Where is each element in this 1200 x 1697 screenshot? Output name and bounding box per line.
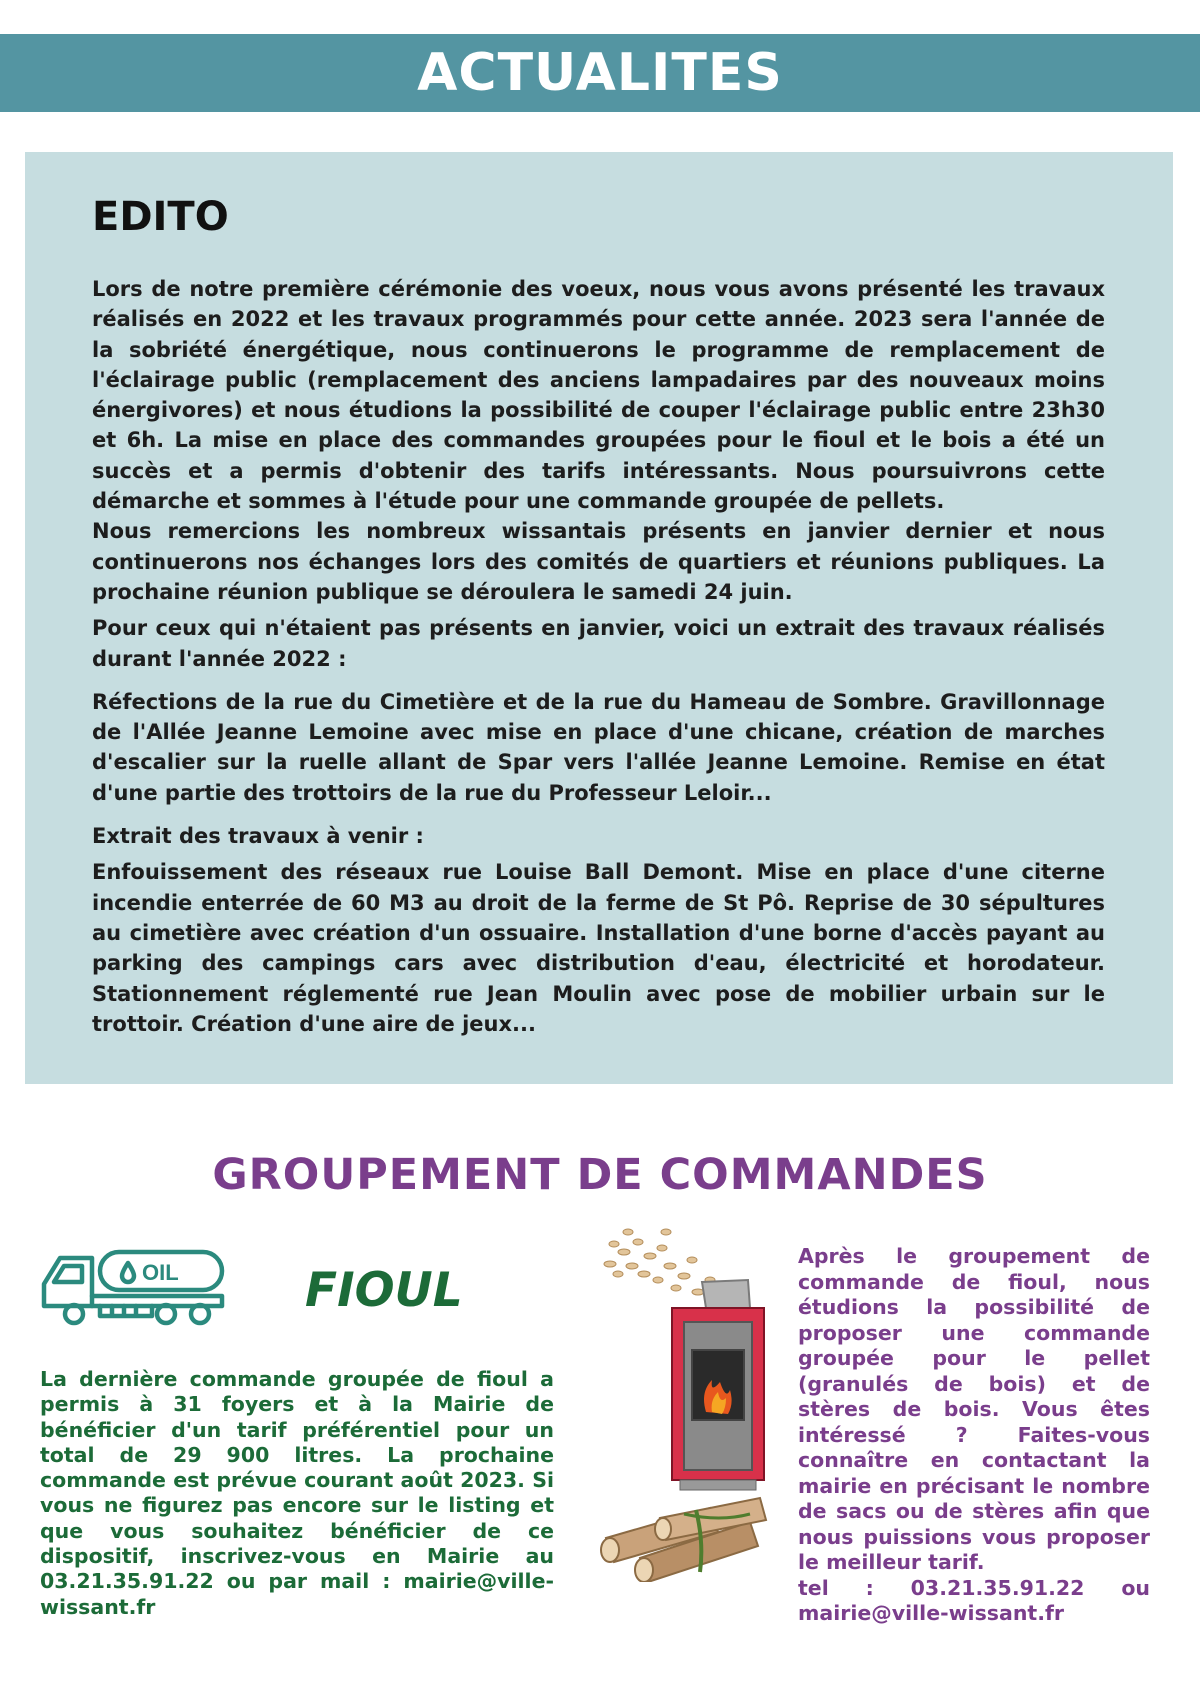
pellet-text bbox=[798, 1244, 1150, 1627]
edito-paragraph: Enfouissement des réseaux rue Louise Ball Demont. Mise en place d'une citerne incendie enterrée de 60 M3 au droit de la ferme de St Pô. Reprise de 30 sépultures au cimetière avec création d'un ossuaire. Installation d'une borne d'accès payant au parking des campings cars avec distribution d'eau, électricité et horodateur. Stationnement réglementé rue Jean Moulin avec pose de mobilier urbain sur le trottoir. Création d'une aire de jeux... bbox=[92, 860, 1105, 1036]
edito-body bbox=[92, 274, 1105, 1039]
edito-paragraph: Extrait des travaux à venir : bbox=[92, 824, 424, 849]
pellet-stove-illustration bbox=[600, 1222, 785, 1582]
pellet-contact: tel : 03.21.35.91.22 ou mairie@ville-wissant.fr bbox=[798, 1575, 1150, 1625]
oil-label: OIL bbox=[142, 1260, 179, 1285]
pellet-paragraph: Après le groupement de commande de fioul, nous étudions la possibilité de proposer une commande groupée pour le pellet (granulés de bois) et de stères de bois. Vous êtes intéressé ? Faites-vous connaître en contactant la mairie en précisant le nombre de sacs ou de stères afin que nous puissions vous proposer le meilleur tarif. bbox=[798, 1244, 1150, 1574]
edito-paragraph: Lors de notre première cérémonie des voeux, nous vous avons présenté les travaux réalisés en 2022 et les travaux programmés pour cette année. 2023 sera l'année de la sobriété énergétique, nous continuerons le programme de remplacement de l'éclairage public (remplacement des anciens lampadaires par des nouveaux moins énergivores) et nous étudions la possibilité de couper l'éclairage public entre 23h30 et 6h. La mise en place des commandes groupées pour le fioul et le bois a été un succès et a permis d'obtenir des tarifs intéressants. Nous poursuivrons cette démarche et sommes à l'étude pour une commande groupée de pellets. bbox=[92, 277, 1105, 514]
banner-title: ACTUALITES bbox=[417, 43, 783, 103]
firewood-icon bbox=[601, 1498, 766, 1582]
edito-section bbox=[25, 152, 1173, 1084]
groupement-title: GROUPEMENT DE COMMANDES bbox=[212, 1150, 988, 1200]
fioul-text: La dernière commande groupée de fioul a permis à 31 foyers et à la Mairie de bénéficier d'un tarif préférentiel pour un total de 29 900 litres. La prochaine commande est prévue courant août 2023. Si vous ne figurez pas encore sur le listing et que vous souhaitez bénéficier de ce dispositif, inscrivez-vous en Mairie au 03.21.35.91.22 ou par mail : mairie@ville-wissant.fr bbox=[40, 1367, 554, 1619]
oil-truck-icon bbox=[40, 1248, 228, 1330]
edito-paragraph: Nous remercions les nombreux wissantais présents en janvier dernier et nous continuerons nos échanges lors des comités de quartiers et réunions publiques. La prochaine réunion publique se déroulera le samedi 24 juin. bbox=[92, 519, 1105, 604]
actualites-banner bbox=[0, 34, 1200, 112]
edito-paragraph: Pour ceux qui n'étaient pas présents en janvier, voici un extrait des travaux réalisés durant l'année 2022 : bbox=[92, 616, 1105, 671]
fioul-heading: FIOUL bbox=[305, 1263, 463, 1318]
pellets-icon bbox=[604, 1229, 715, 1295]
edito-title: EDITO bbox=[92, 194, 229, 240]
edito-paragraph: Réfections de la rue du Cimetière et de la rue du Hameau de Sombre. Gravillonnage de l'Allée Jeanne Lemoine avec mise en place d'une chicane, création de marches d'escalier sur la ruelle allant de Spar vers l'allée Jeanne Lemoine. Remise en état d'une partie des trottoirs de la rue du Professeur Leloir... bbox=[92, 689, 1105, 805]
